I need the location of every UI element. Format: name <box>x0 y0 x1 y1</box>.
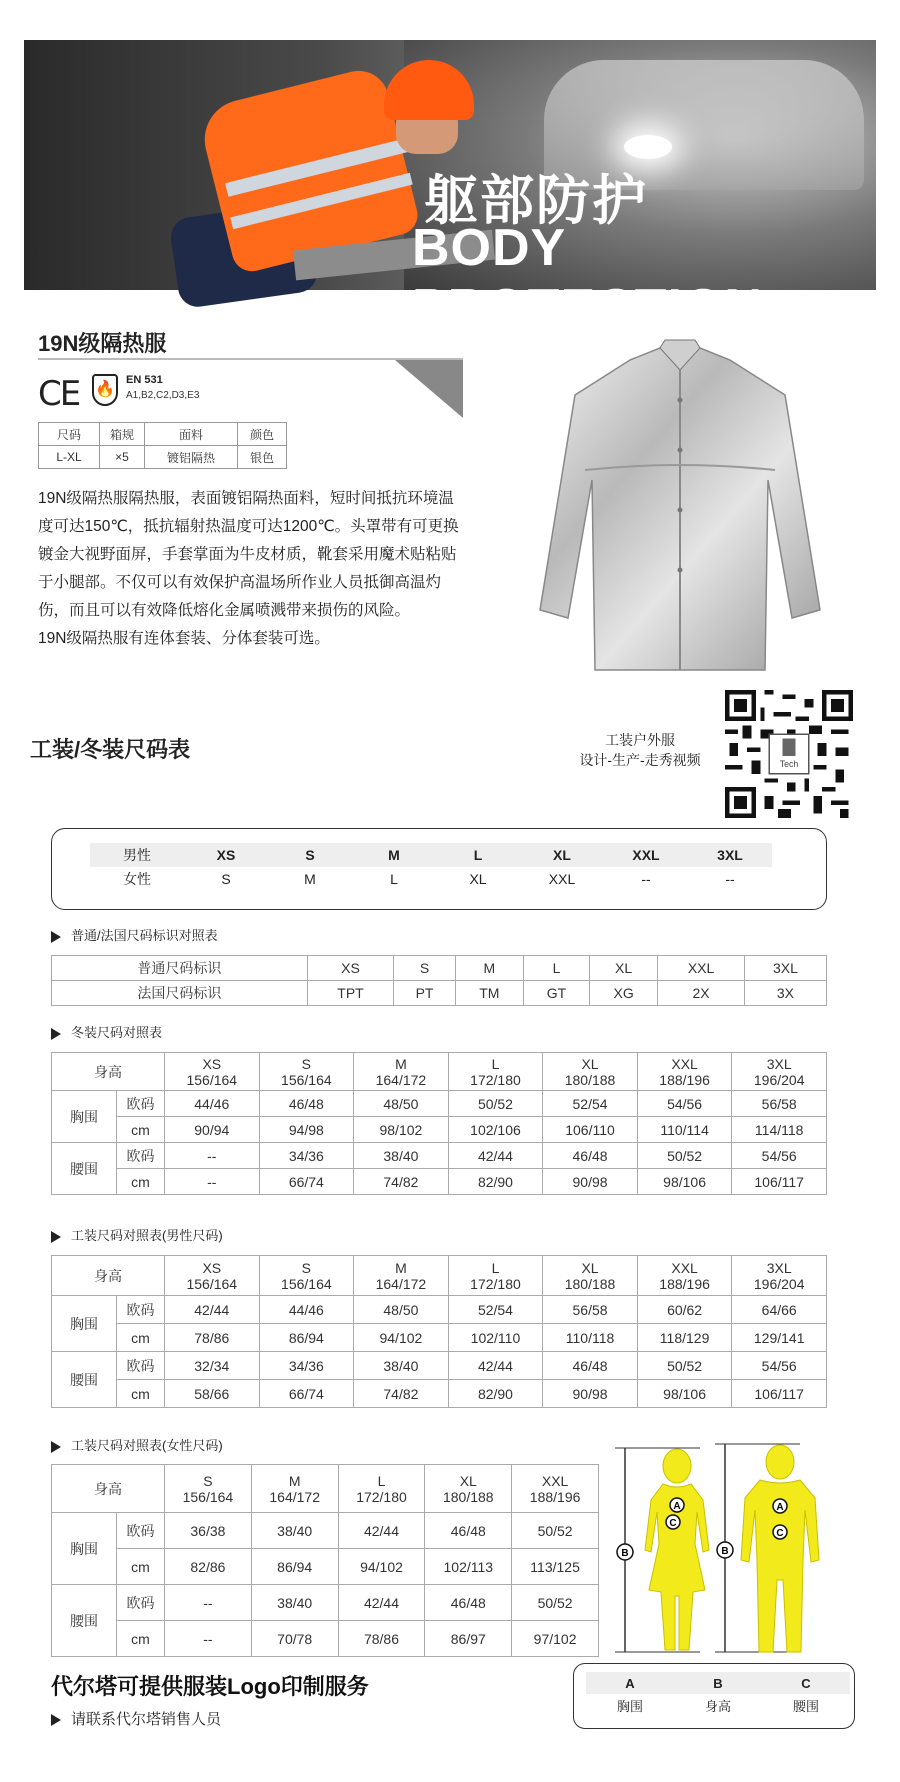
female-table-heading-text: 工装尺码对照表(女性尺码) <box>71 1438 223 1453</box>
qr-caption-line: 设计-生产-走秀视频 <box>579 752 701 768</box>
fr-table-heading-text: 普通/法国尺码标识对照表 <box>71 928 218 943</box>
row-label: 普通尺码标识 <box>52 956 308 981</box>
size-label: XXL <box>541 1472 569 1489</box>
size-label: XXL <box>671 1259 698 1276</box>
spec-header: 尺码 <box>39 423 100 446</box>
logo-service-subtitle <box>51 1708 221 1729</box>
size-header-cell <box>251 1465 338 1513</box>
spec-header: 颜色 <box>238 423 287 446</box>
measurement-cell: 58/66 <box>165 1380 260 1408</box>
unit-label: cm <box>117 1324 165 1352</box>
waist-label: 腰围 <box>52 1352 117 1408</box>
fr-table-heading <box>51 925 218 944</box>
size-label: L <box>377 1472 386 1489</box>
measurement-cell: 94/102 <box>338 1549 425 1585</box>
measurement-cell: 106/117 <box>732 1380 827 1408</box>
flame-shield-icon: 🔥 <box>92 374 118 406</box>
male-table-heading-text: 工装尺码对照表(男性尺码) <box>71 1228 223 1243</box>
unit-label: cm <box>117 1380 165 1408</box>
logo-service-title: 代尔塔可提供服装Logo印制服务 <box>51 1674 369 1699</box>
spec-value: 镀铝隔热 <box>145 446 238 469</box>
measurement-cell: 44/46 <box>165 1091 260 1117</box>
size-label: M <box>288 1472 301 1489</box>
cell: XXL <box>658 956 745 981</box>
size-header-cell <box>637 1256 732 1296</box>
male-size: XL <box>520 843 604 867</box>
size-label: XL <box>581 1259 599 1276</box>
measurement-cell: 60/62 <box>637 1296 732 1324</box>
size-label: L <box>491 1259 500 1276</box>
size-label: 3XL <box>766 1055 792 1072</box>
female-size: M <box>304 871 316 887</box>
female-size: -- <box>641 871 651 887</box>
height-range: 156/164 <box>186 1275 238 1292</box>
measurement-cell: 82/90 <box>448 1169 543 1195</box>
chest-label: 胸围 <box>52 1513 117 1585</box>
height-range: 156/164 <box>281 1275 332 1292</box>
measurement-cell: 56/58 <box>543 1296 638 1324</box>
table-row <box>52 1053 827 1091</box>
spec-value: ×5 <box>100 446 145 469</box>
cell: XS <box>307 956 394 981</box>
measurement-cell: 54/56 <box>732 1352 827 1380</box>
table-row <box>52 1380 827 1408</box>
height-range: 164/172 <box>375 1071 427 1088</box>
measurement-cell: 86/94 <box>259 1324 354 1352</box>
height-range: 156/164 <box>186 1071 238 1088</box>
size-header-cell <box>165 1053 260 1091</box>
table-row <box>52 1352 827 1380</box>
height-label: 身高 <box>52 1465 165 1513</box>
measurement-cell: -- <box>165 1143 260 1169</box>
measurement-cell: 42/44 <box>338 1513 425 1549</box>
measurement-cell: 98/106 <box>637 1380 732 1408</box>
arrow-icon <box>51 1441 61 1453</box>
height-range: 196/204 <box>753 1275 805 1292</box>
measurement-cell: 50/52 <box>637 1143 732 1169</box>
measurement-cell: 106/110 <box>543 1117 638 1143</box>
measurement-cell: 34/36 <box>259 1143 354 1169</box>
measurement-cell: 44/46 <box>259 1296 354 1324</box>
measurement-cell: 98/106 <box>637 1169 732 1195</box>
size-header-cell <box>354 1053 449 1091</box>
measurement-cell: 70/78 <box>251 1621 338 1657</box>
unit-label: 欧码 <box>117 1091 165 1117</box>
chest-label: 胸围 <box>52 1296 117 1352</box>
male-size: XXL <box>604 843 688 867</box>
size-label: XL <box>459 1472 477 1489</box>
measurement-cell: 94/98 <box>259 1117 354 1143</box>
marker-c: C <box>776 1528 784 1539</box>
measurement-cell: 94/102 <box>354 1324 449 1352</box>
measurement-cell: 48/50 <box>354 1091 449 1117</box>
measurement-cell: 42/44 <box>165 1296 260 1324</box>
table-row <box>52 1549 599 1585</box>
table-row <box>52 1621 599 1657</box>
cell: XG <box>589 981 657 1006</box>
measurement-legend <box>573 1663 855 1729</box>
measurement-cell: 86/94 <box>251 1549 338 1585</box>
unit-label: cm <box>117 1621 165 1657</box>
measurement-cell: -- <box>165 1169 260 1195</box>
cell: L <box>523 956 589 981</box>
decorative-triangle <box>395 360 463 418</box>
size-header-cell <box>732 1053 827 1091</box>
measurement-cell: 46/48 <box>543 1143 638 1169</box>
gender-size-map <box>51 828 827 910</box>
unit-label: 欧码 <box>117 1296 165 1324</box>
table-row <box>52 1169 827 1195</box>
cell: PT <box>394 981 455 1006</box>
unit-label: cm <box>117 1117 165 1143</box>
height-range: 188/196 <box>529 1488 581 1505</box>
measurement-cell: 38/40 <box>251 1513 338 1549</box>
measurement-cell: 129/141 <box>732 1324 827 1352</box>
measurement-cell: 48/50 <box>354 1296 449 1324</box>
female-size: -- <box>725 871 735 887</box>
unit-label: 欧码 <box>117 1585 165 1621</box>
male-table-heading <box>51 1225 223 1244</box>
measurement-cell: 54/56 <box>637 1091 732 1117</box>
banner-title-cn: 躯部防护 <box>424 169 648 232</box>
height-range: 164/172 <box>375 1275 427 1292</box>
measurement-cell: 42/44 <box>448 1352 543 1380</box>
spec-header: 箱规 <box>100 423 145 446</box>
height-range: 180/188 <box>564 1275 616 1292</box>
measurement-cell: 82/90 <box>448 1380 543 1408</box>
body-measurement-figures <box>605 1440 875 1660</box>
cell: TPT <box>307 981 394 1006</box>
measurement-cell: 102/110 <box>448 1324 543 1352</box>
height-range: 188/196 <box>659 1275 710 1292</box>
measurement-cell: 52/54 <box>543 1091 638 1117</box>
size-header-cell <box>512 1465 599 1513</box>
male-size: XS <box>184 843 268 867</box>
size-header-cell <box>543 1053 638 1091</box>
unit-label: 欧码 <box>117 1143 165 1169</box>
cell: 3X <box>744 981 826 1006</box>
spec-header: 面料 <box>145 423 238 446</box>
size-label: L <box>491 1055 500 1072</box>
measurement-cell: 114/118 <box>732 1117 827 1143</box>
female-table-heading <box>51 1435 223 1454</box>
measurement-cell: 98/102 <box>354 1117 449 1143</box>
size-header-cell <box>259 1256 354 1296</box>
winter-size-table <box>51 1052 827 1195</box>
size-label: XL <box>581 1055 599 1072</box>
female-label: 女性 <box>123 871 151 887</box>
size-label: M <box>395 1055 407 1072</box>
height-label: 身高 <box>52 1053 165 1091</box>
height-range: 172/180 <box>470 1275 521 1292</box>
measurement-cell: 110/118 <box>543 1324 638 1352</box>
spec-value: 银色 <box>238 446 287 469</box>
cert-standard: EN 531 <box>126 374 163 386</box>
measurement-cell: 50/52 <box>512 1513 599 1549</box>
height-range: 188/196 <box>659 1071 710 1088</box>
measurement-cell: 54/56 <box>732 1143 827 1169</box>
description-paragraph: 19N级隔热服隔热服，表面镀铝隔热面料，短时间抵抗环境温度可达150℃，抵抗辐射热温度可达1200℃。头罩带有可更换镀金大视野面屏，手套掌面为牛皮材质，靴套采用魔术贴粘贴于小腿部。不仅可以有效保护高温场所作业人员抵御高温灼伤，而且可以有效降低熔化金属喷溅带来损伤的风险。 <box>38 490 459 619</box>
cell: XL <box>589 956 657 981</box>
measurement-cell: 66/74 <box>259 1380 354 1408</box>
size-label: XS <box>202 1055 222 1072</box>
qr-code-icon[interactable] <box>725 690 853 818</box>
cell: TM <box>455 981 523 1006</box>
legend-name: 胸围 <box>616 1698 643 1714</box>
cell: GT <box>523 981 589 1006</box>
size-header-cell <box>425 1465 512 1513</box>
legend-table <box>586 1672 850 1716</box>
winter-table-heading-text: 冬装尺码对照表 <box>71 1025 163 1040</box>
height-range: 172/180 <box>356 1488 407 1505</box>
female-size: XL <box>469 871 487 887</box>
measurement-cell: 110/114 <box>637 1117 732 1143</box>
gender-map-table <box>90 843 772 891</box>
size-label: S <box>203 1472 213 1489</box>
unit-label: 欧码 <box>117 1513 165 1549</box>
female-size: L <box>390 871 398 887</box>
measurement-cell: 64/66 <box>732 1296 827 1324</box>
measurement-cell: 113/125 <box>512 1549 599 1585</box>
size-label: S <box>301 1259 312 1276</box>
cell: 2X <box>658 981 745 1006</box>
chest-label: 胸围 <box>52 1091 117 1143</box>
measurement-cell: 78/86 <box>338 1621 425 1657</box>
female-size: XXL <box>548 871 576 887</box>
height-range: 164/172 <box>269 1488 320 1505</box>
cert-codes: A1,B2,C2,D3,E3 <box>126 390 200 401</box>
certification-row <box>38 372 258 412</box>
product-title: 19N级隔热服 <box>38 331 167 356</box>
legend-letter: C <box>762 1672 850 1694</box>
size-header-cell <box>165 1465 252 1513</box>
table-row <box>52 1296 827 1324</box>
qr-caption <box>570 730 710 770</box>
hero-banner <box>24 40 876 337</box>
table-row <box>52 1465 599 1513</box>
height-range: 196/204 <box>753 1071 805 1088</box>
marker-b: B <box>621 1548 629 1559</box>
measurement-cell: 66/74 <box>259 1169 354 1195</box>
height-range: 156/164 <box>182 1488 234 1505</box>
measurement-cell: 90/94 <box>165 1117 260 1143</box>
measurement-cell: 50/52 <box>512 1585 599 1621</box>
male-work-size-table <box>51 1255 827 1408</box>
measurement-cell: 32/34 <box>165 1352 260 1380</box>
table-row <box>52 1117 827 1143</box>
measurement-cell: 36/38 <box>165 1513 252 1549</box>
spec-value: L-XL <box>39 446 100 469</box>
table-row <box>52 1143 827 1169</box>
size-label: 3XL <box>766 1259 792 1276</box>
measurement-cell: 50/52 <box>448 1091 543 1117</box>
measurement-cell: 82/86 <box>165 1549 252 1585</box>
arrow-icon <box>51 1231 61 1243</box>
measurement-cell: 118/129 <box>637 1324 732 1352</box>
measurement-cell: 38/40 <box>354 1352 449 1380</box>
size-header-cell <box>448 1256 543 1296</box>
height-label: 身高 <box>52 1256 165 1296</box>
measurement-cell: 38/40 <box>251 1585 338 1621</box>
measurement-cell: 90/98 <box>543 1169 638 1195</box>
measurement-cell: 74/82 <box>354 1380 449 1408</box>
description-paragraph: 19N级隔热服有连体套装、分体套装可选。 <box>38 630 330 647</box>
row-label: 法国尺码标识 <box>52 981 308 1006</box>
measurement-cell: 38/40 <box>354 1143 449 1169</box>
legend-name: 身高 <box>704 1698 731 1714</box>
fr-size-table <box>51 955 827 1006</box>
waist-label: 腰围 <box>52 1585 117 1657</box>
cell: S <box>394 956 455 981</box>
measurement-cell: 46/48 <box>425 1585 512 1621</box>
size-label: S <box>301 1055 312 1072</box>
measurement-cell: 46/48 <box>543 1352 638 1380</box>
table-row <box>52 1324 827 1352</box>
measurement-cell: -- <box>165 1621 252 1657</box>
legend-name: 腰围 <box>792 1698 819 1714</box>
measurement-cell: 42/44 <box>338 1585 425 1621</box>
measurement-cell: 74/82 <box>354 1169 449 1195</box>
measurement-cell: 46/48 <box>259 1091 354 1117</box>
measurement-cell: 52/54 <box>448 1296 543 1324</box>
unit-label: 欧码 <box>117 1352 165 1380</box>
legend-letter: A <box>586 1672 674 1694</box>
height-range: 180/188 <box>564 1071 616 1088</box>
aluminized-jacket-image <box>530 340 830 685</box>
waist-label: 腰围 <box>52 1143 117 1195</box>
measurement-cell: 90/98 <box>543 1380 638 1408</box>
measurement-cell: 50/52 <box>637 1352 732 1380</box>
product-description <box>38 485 463 653</box>
spec-table <box>38 422 287 469</box>
banner-title-en: BODY PROTECTION <box>412 219 763 337</box>
measurement-cell: 78/86 <box>165 1324 260 1352</box>
measurement-cell: -- <box>165 1585 252 1621</box>
measurement-cell: 46/48 <box>425 1513 512 1549</box>
female-work-size-table <box>51 1464 599 1657</box>
size-header-cell <box>354 1256 449 1296</box>
size-header-cell <box>165 1256 260 1296</box>
measurement-cell: 97/102 <box>512 1621 599 1657</box>
marker-b: B <box>721 1546 729 1557</box>
male-size: 3XL <box>688 843 772 867</box>
table-row <box>52 1513 599 1549</box>
qr-caption-line: 工装户外服 <box>605 732 675 748</box>
female-size: S <box>221 871 231 887</box>
qr-center-label: Tech <box>779 759 799 770</box>
size-header-cell <box>338 1465 425 1513</box>
measurement-cell: 34/36 <box>259 1352 354 1380</box>
height-range: 180/188 <box>442 1488 494 1505</box>
marker-a: A <box>776 1502 784 1513</box>
measurement-cell: 102/113 <box>425 1549 512 1585</box>
unit-label: cm <box>117 1549 165 1585</box>
size-header-cell <box>259 1053 354 1091</box>
table-row <box>52 1091 827 1117</box>
table-row <box>52 1585 599 1621</box>
banner-headlight <box>624 135 672 159</box>
marker-a: A <box>673 1501 681 1512</box>
measurement-cell: 56/58 <box>732 1091 827 1117</box>
measurement-cell: 42/44 <box>448 1143 543 1169</box>
male-size: L <box>436 843 520 867</box>
size-header-cell <box>732 1256 827 1296</box>
size-label: XXL <box>671 1055 698 1072</box>
legend-letter: B <box>674 1672 762 1694</box>
arrow-icon <box>51 1714 61 1726</box>
male-label: 男性 <box>90 843 184 867</box>
male-size: S <box>268 843 352 867</box>
cell: 3XL <box>744 956 826 981</box>
male-size: M <box>352 843 436 867</box>
measurement-cell: 102/106 <box>448 1117 543 1143</box>
table-row <box>52 1256 827 1296</box>
height-range: 156/164 <box>281 1071 332 1088</box>
size-label: M <box>395 1259 407 1276</box>
size-header-cell <box>637 1053 732 1091</box>
arrow-icon <box>51 931 61 943</box>
arrow-icon <box>51 1028 61 1040</box>
height-range: 172/180 <box>470 1071 521 1088</box>
marker-c: C <box>669 1518 677 1529</box>
cell: M <box>455 956 523 981</box>
measurement-cell: 86/97 <box>425 1621 512 1657</box>
measurement-cell: 106/117 <box>732 1169 827 1195</box>
winter-table-heading <box>51 1022 162 1041</box>
size-chart-title: 工装/冬装尺码表 <box>30 737 191 762</box>
unit-label: cm <box>117 1169 165 1195</box>
ce-mark-icon: CE <box>38 374 80 414</box>
size-header-cell <box>448 1053 543 1091</box>
size-label: XS <box>202 1259 222 1276</box>
logo-service-subtitle-text: 请联系代尔塔销售人员 <box>71 1711 222 1728</box>
size-header-cell <box>543 1256 638 1296</box>
